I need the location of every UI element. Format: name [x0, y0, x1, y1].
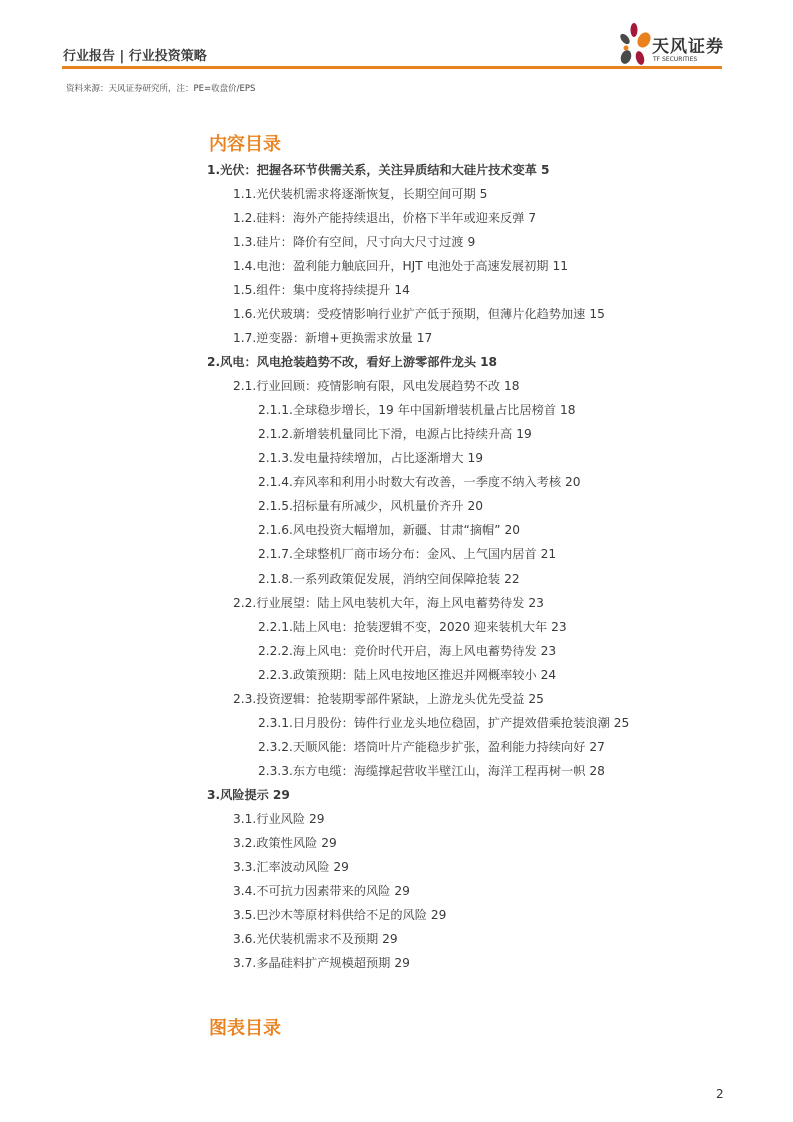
- toc-entry-text[interactable]: 风电：风电抢装趋势不改，看好上游零部件龙头: [220, 355, 477, 370]
- toc-entry-page[interactable]: 15: [589, 307, 605, 322]
- toc-entry-page[interactable]: 29: [333, 859, 349, 874]
- toc-entry-page[interactable]: 29: [394, 955, 410, 970]
- toc-entry-text[interactable]: 行业回顾：疫情影响有限，风电发展趋势不改: [256, 379, 501, 394]
- toc-entry-number: 2.1.4.: [258, 475, 293, 490]
- toc-entry-page[interactable]: 23: [528, 595, 544, 610]
- toc-entry-number: 1.4.: [233, 259, 257, 274]
- toc-entry-text[interactable]: 逆变器：新增+更换需求放量: [256, 331, 413, 346]
- toc-entry-number: 1.: [207, 163, 221, 177]
- toc-entry-text[interactable]: 组件：集中度将持续提升: [256, 283, 391, 298]
- toc-entry-number: 2.1.7.: [258, 547, 293, 562]
- toc-entry-text[interactable]: 新增装机量同比下滑，电源占比持续升高: [292, 427, 513, 442]
- toc-entry-text[interactable]: 全球稳步增长，19 年中国新增装机量占比居榜首: [292, 403, 557, 418]
- toc-entry-text[interactable]: 海上风电：竞价时代开启，海上风电蓄势待发: [292, 643, 537, 658]
- toc-entry-text[interactable]: 多晶硅料扩产规模超预期: [256, 955, 391, 970]
- toc-entry-page[interactable]: 18: [504, 379, 520, 394]
- toc-entry-page[interactable]: 20: [467, 499, 484, 514]
- toc-entry-page[interactable]: 19: [516, 427, 532, 442]
- figures-toc-title: 图表目录: [209, 1018, 281, 1039]
- toc-entry-number: 2.1.2.: [258, 427, 293, 442]
- toc-entry-number: 3.3.: [233, 859, 257, 874]
- toc-entry-page[interactable]: 24: [540, 667, 557, 682]
- toc-entry-page[interactable]: 29: [382, 931, 398, 946]
- toc-entry-number: 3.2.: [233, 835, 257, 850]
- tf-securities-logo: [618, 22, 728, 68]
- toc-entry-text[interactable]: 行业展望：陆上风电装机大年，海上风电蓄势待发: [256, 595, 525, 610]
- toc-entry-number: 1.2.: [233, 211, 257, 226]
- toc-entry-page[interactable]: 5: [541, 163, 550, 177]
- toc-entry-text[interactable]: 硅料：海外产能持续退出，价格下半年或迎来反弹: [256, 211, 525, 226]
- toc-entry-text[interactable]: 日月股份：铸件行业龙头地位稳固，扩产提效借乘抢装浪潮: [292, 715, 610, 730]
- toc-entry-text[interactable]: 电池：盈利能力触底回升，HJT 电池处于高速发展初期: [256, 259, 549, 274]
- toc-entry-text[interactable]: 光伏装机需求不及预期: [256, 931, 379, 946]
- toc-entry-number: 2.1.6.: [258, 523, 293, 538]
- toc-entry-page[interactable]: 25: [613, 715, 630, 730]
- toc-entry-number: 3.5.: [233, 907, 257, 922]
- toc-entry-text[interactable]: 风险提示: [220, 787, 269, 802]
- toc-entry-page[interactable]: 21: [540, 547, 557, 562]
- toc-entry-number: 2.1.: [233, 379, 257, 394]
- toc-entry-number: 1.5.: [233, 283, 257, 298]
- toc-entry-text[interactable]: 全球整机厂商市场分布：金风、上气国内居首: [292, 547, 537, 562]
- toc-entry-page[interactable]: 19: [467, 451, 484, 466]
- toc-entry-text[interactable]: 汇率波动风险: [256, 859, 330, 874]
- toc-title: 内容目录: [209, 134, 281, 155]
- toc-entry-text[interactable]: 一系列政策促发展，消纳空间保障抢装: [292, 571, 501, 586]
- toc-entry-text[interactable]: 政策性风险: [256, 835, 318, 850]
- toc-entry-number: 2.1.5.: [258, 499, 293, 514]
- logo-text-cn: 天风证券: [652, 37, 724, 57]
- toc-entry-number: 3.6.: [233, 931, 257, 946]
- toc-entry-number: 1.1.: [233, 187, 257, 202]
- toc-entry-text[interactable]: 发电量持续增加，占比逐渐增大: [292, 451, 464, 466]
- source-note: 资料来源：天风证券研究所，注：PE=收盘价/EPS: [66, 84, 256, 94]
- toc-entry-text[interactable]: 硅片：降价有空间，尺寸向大尺寸过渡: [256, 235, 464, 250]
- toc-entry-text[interactable]: 光伏：把握各环节供需关系，关注异质结和大硅片技术变革: [220, 163, 537, 177]
- toc-entry-text[interactable]: 东方电缆：海缆撑起营收半壁江山，海洋工程再树一帜: [292, 763, 586, 778]
- toc-entry-number: 2.2.1.: [258, 619, 293, 634]
- toc-entry-page[interactable]: 23: [551, 619, 567, 634]
- toc-entry-text[interactable]: 光伏装机需求将逐渐恢复，长期空间可期: [256, 187, 476, 202]
- toc-entry-text[interactable]: 风电投资大幅增加，新疆、甘肃“摘帽”: [292, 523, 501, 538]
- toc-entry-number: 2.1.8.: [258, 571, 293, 586]
- toc-entry-number: 2.2.: [233, 595, 257, 610]
- toc-entry-page[interactable]: 29: [321, 835, 337, 850]
- logo-text-en: TF SECURITIES: [653, 56, 698, 63]
- toc-entry-page[interactable]: 27: [589, 739, 605, 754]
- toc-entry-page[interactable]: 20: [504, 523, 521, 538]
- toc-entry-page[interactable]: 18: [480, 355, 498, 370]
- toc-entry-number: 2.2.3.: [258, 667, 293, 682]
- toc-entry-number: 2.3.2.: [258, 739, 293, 754]
- toc-entry-text[interactable]: 不可抗力因素带来的风险: [256, 883, 391, 898]
- toc-entry-text[interactable]: 弃风率和利用小时数大有改善，一季度不纳入考核: [292, 475, 562, 490]
- toc-entry-number: 3.4.: [233, 883, 257, 898]
- toc-entry-number: 2.1.3.: [258, 451, 293, 466]
- toc-entry-number: 2.3.1.: [258, 715, 293, 730]
- toc-entry-page[interactable]: 7: [528, 211, 537, 226]
- toc-entry-number: 3.1.: [233, 811, 257, 826]
- toc-entry-number: 2.3.: [233, 691, 257, 706]
- toc-entry-text[interactable]: 政策预期：陆上风电按地区推迟并网概率较小: [292, 667, 537, 682]
- toc-entry-page[interactable]: 17: [416, 331, 433, 346]
- toc-entry-number: 1.3.: [233, 235, 257, 250]
- toc-entry-page[interactable]: 28: [589, 763, 605, 778]
- toc-entry-text[interactable]: 陆上风电：抢装逻辑不变，2020 迎来装机大年: [292, 619, 548, 634]
- toc-entry-page[interactable]: 22: [504, 571, 520, 586]
- toc-entry-page[interactable]: 23: [540, 643, 557, 658]
- toc-entry-page[interactable]: 29: [272, 787, 290, 802]
- toc-entry-number: 2.2.2.: [258, 643, 293, 658]
- toc-entry-number: 1.7.: [233, 331, 257, 346]
- toc-entry-text[interactable]: 光伏玻璃：受疫情影响行业扩产低于预期，但薄片化趋势加速: [256, 307, 586, 322]
- toc-entry-text[interactable]: 天顺风能：塔筒叶片产能稳步扩张，盈利能力持续向好: [292, 739, 586, 754]
- toc-entry-page[interactable]: 11: [552, 259, 568, 274]
- toc-entry-text[interactable]: 巴沙木等原材料供给不足的风险: [256, 907, 427, 922]
- toc-entry-text[interactable]: 招标量有所减少，风机量价齐升: [292, 499, 464, 514]
- toc-entry-text[interactable]: 投资逻辑：抢装期零部件紧缺，上游龙头优先受益: [256, 691, 525, 706]
- toc-entry-number: 2.: [207, 355, 221, 370]
- toc-entry-number: 1.6.: [233, 307, 257, 322]
- header-divider: [62, 66, 722, 69]
- toc-entry-page[interactable]: 20: [565, 475, 581, 490]
- toc-entry-page[interactable]: 5: [479, 187, 488, 202]
- logo-petals-icon: [618, 22, 652, 68]
- toc-entry-page[interactable]: 29: [394, 883, 410, 898]
- report-header-title: 行业报告 | 行业投资策略: [63, 49, 207, 64]
- toc-entry-page[interactable]: 14: [394, 283, 410, 298]
- toc-entry-text[interactable]: 行业风险: [256, 811, 306, 826]
- toc-entry-page[interactable]: 29: [430, 907, 447, 922]
- toc-entry-number: 2.1.1.: [258, 403, 293, 418]
- toc-entry-number: 3.7.: [233, 955, 257, 970]
- page-number: 2: [716, 1087, 724, 1101]
- toc-entry-page[interactable]: 18: [560, 403, 576, 418]
- toc-entry-number: 3.: [207, 787, 221, 802]
- toc-entry-page[interactable]: 25: [528, 691, 544, 706]
- toc-entry-page[interactable]: 29: [309, 811, 325, 826]
- toc-entry-number: 2.3.3.: [258, 763, 293, 778]
- toc-entry-page[interactable]: 9: [467, 235, 476, 250]
